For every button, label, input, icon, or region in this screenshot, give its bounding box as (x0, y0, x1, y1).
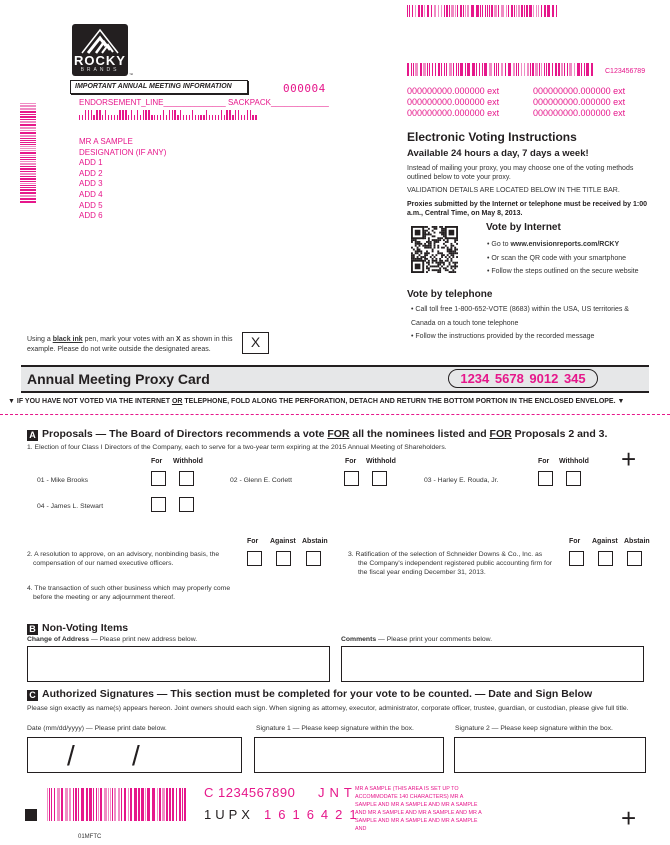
jnt-code: JNT (318, 785, 357, 800)
sequence-number: 000004 (283, 82, 326, 95)
date-separator: / (67, 740, 75, 771)
section-title: Proposals 2 and 3. (511, 428, 608, 440)
ink-text-bold: black ink (52, 336, 83, 343)
address-line: ADD 3 (79, 179, 103, 189)
vote-telephone-list (411, 303, 651, 344)
date-label: Date (mm/dd/yyyy) — Please print date below. (27, 725, 167, 732)
voting-availability: Available 24 hours a day, 7 days a week! (407, 148, 589, 159)
address-line: ADD 4 (79, 189, 103, 199)
nominee-1-withhold-checkbox[interactable] (179, 471, 194, 486)
form-code: 01MFTC (78, 834, 102, 840)
nominee-4-withhold-checkbox[interactable] (179, 497, 194, 512)
postnet-barcode (79, 110, 257, 120)
fold-text: TELEPHONE, FOLD ALONG THE PERFORATION, DETACH AND RETURN THE BOTTOM PORTION IN THE ENCLOSED ENVELOPE. ▼ (182, 398, 625, 405)
ext-line: 000000000.000000 ext (407, 108, 500, 118)
ink-text: as shown in this example. Please do not write outside the designated areas. (27, 336, 233, 353)
mr-sample-block: MR A SAMPLE (THIS AREA IS SET UP TO ACCOMMODATE 140 CHARACTERS) MR A SAMPLE AND MR A SAMPLE AND MR A SAMPLE AND MR A SAMPLE AND MR A SAMPLE AND MR A SAMPLE AND MR A SAMPLE AND MR A SAMPLE AND (355, 786, 482, 832)
upx-number: 1616421 (264, 807, 364, 822)
signature-1-label: Signature 1 — Please keep signature within the box. (256, 725, 414, 732)
registration-plus-icon: + (621, 444, 637, 474)
address-line: MR A SAMPLE (79, 137, 133, 146)
c-number: C 1234567890 (204, 785, 296, 800)
proposal-3-text: 3. Ratification of the selection of Schneider Downs & Co., Inc. as the Company's independent registered public accounting firm for the fiscal year ending December 31, 2013. (348, 551, 552, 576)
mailing-address (79, 137, 166, 222)
endorsement-line: ENDORSEMENT_LINE______________ SACKPACK_____________ (79, 98, 329, 107)
label-hint: — Please print new address below. (89, 636, 198, 643)
col-for: For (151, 458, 163, 465)
vote-internet-step: • Or scan the QR code with your smartphone (487, 254, 627, 262)
col-for: For (345, 458, 357, 465)
ext-line: 000000000.000000 ext (533, 108, 626, 118)
nominee-2-for-checkbox[interactable] (344, 471, 359, 486)
nominee-name: 03 - Harley E. Rouda, Jr. (424, 477, 499, 484)
section-c-header (27, 688, 592, 701)
bottom-barcode (47, 788, 189, 821)
vote-telephone-title: Vote by telephone (407, 289, 493, 300)
col-withhold: Withhold (559, 458, 589, 465)
signature-2-label: Signature 2 — Please keep signature within the box. (455, 725, 613, 732)
col-abstain: Abstain (624, 538, 650, 545)
upx-code: 1UPX (204, 807, 254, 822)
ink-text-x: X (176, 336, 181, 343)
qr-code-icon[interactable] (411, 226, 458, 273)
signature-2-field[interactable] (454, 737, 646, 773)
section-title-for: FOR (489, 428, 512, 440)
proposal-1-text: 1. Election of four Class I Directors of the Company, each to serve for a two-year term expiring at the 2015 Annual Meeting of Shareholders. (27, 444, 447, 451)
proposal-4-text: 4. The transaction of such other business which may properly come before the meeting or any adjournment thereof. (27, 585, 231, 601)
top-barcode-2 (407, 63, 597, 76)
label-bold: Comments (341, 636, 377, 643)
control-code: C123456789 (605, 68, 646, 75)
important-info-label: IMPORTANT ANNUAL MEETING INFORMATION (70, 80, 248, 94)
proxy-card-title: Annual Meeting Proxy Card (27, 371, 210, 387)
section-title: Proposals — The Board of Directors recommends a vote (42, 428, 328, 440)
nominee-1-for-checkbox[interactable] (151, 471, 166, 486)
voting-title: Electronic Voting Instructions (407, 130, 577, 144)
voting-intro: Instead of mailing your proxy, you may choose one of the voting methods outlined below to vote your proxy. (407, 165, 634, 181)
vote-telephone-step: • Follow the instructions provided by the recorded message (411, 333, 595, 340)
logo-brands-text: BRANDS (80, 67, 120, 73)
top-barcode-1 (407, 5, 559, 17)
title-bar (21, 365, 649, 393)
step-text: • Go to (487, 241, 511, 248)
section-title-for: FOR (327, 428, 350, 440)
ext-line: 000000000.000000 ext (533, 86, 626, 96)
change-address-field[interactable] (27, 646, 330, 682)
section-a-header (27, 428, 607, 441)
vote-internet-title: Vote by Internet (486, 222, 561, 233)
vote-internet-step: • Follow the steps outlined on the secure website (487, 268, 639, 275)
col-for: For (247, 538, 259, 545)
nominee-name: 02 - Glenn E. Corlett (230, 477, 292, 484)
ext-lines (407, 86, 659, 118)
logo-rocky-text: ROCKY (74, 53, 126, 68)
signature-instructions: Please sign exactly as name(s) appears hereon. Joint owners should each sign. When signing as attorney, executor, administrator, corporate officer, trustee, guardian, or custodian, please give full title. (27, 705, 629, 712)
voting-deadline: Proxies submitted by the Internet or telephone must be received by 1:00 a.m., Central Time, on May 8, 2013. (407, 201, 648, 217)
proposal-2-against-checkbox[interactable] (276, 551, 291, 566)
ink-text: pen, mark your votes with an (82, 336, 177, 343)
nominee-4-for-checkbox[interactable] (151, 497, 166, 512)
address-line: ADD 2 (79, 168, 103, 178)
ink-instructions (27, 335, 242, 355)
registration-square (25, 809, 37, 821)
col-against: Against (270, 538, 296, 545)
validation-note: VALIDATION DETAILS ARE LOCATED BELOW IN THE TITLE BAR. (407, 187, 620, 194)
section-badge: C (27, 690, 38, 701)
ink-text: Using a (27, 336, 53, 343)
rocky-brands-logo (72, 24, 128, 76)
comments-label (341, 636, 492, 643)
section-title: Authorized Signatures — This section must be completed for your vote to be counted. — Date and Sign Below (42, 688, 593, 700)
col-withhold: Withhold (366, 458, 396, 465)
comments-field[interactable] (341, 646, 644, 682)
trademark-symbol: ™ (129, 72, 133, 77)
change-address-label (27, 636, 197, 643)
ext-line: 000000000.000000 ext (533, 97, 626, 107)
nominee-name: 01 - Mike Brooks (37, 477, 88, 484)
label-hint: — Please print your comments below. (376, 636, 493, 643)
address-line: ADD 1 (79, 158, 103, 168)
vote-telephone-step: • Call toll free 1-800-652-VOTE (8683) within the USA, US territories & Canada on a touch tone telephone (411, 306, 629, 327)
signature-1-field[interactable] (254, 737, 444, 773)
nominee-3-withhold-checkbox[interactable] (566, 471, 581, 486)
col-for: For (569, 538, 581, 545)
address-line: ADD 5 (79, 200, 103, 210)
proposal-3-against-checkbox[interactable] (598, 551, 613, 566)
nominee-2-withhold-checkbox[interactable] (372, 471, 387, 486)
fold-text: ▼ IF YOU HAVE NOT VOTED VIA THE INTERNET (8, 398, 172, 405)
mountain-logo-icon (80, 28, 120, 54)
nominee-3-for-checkbox[interactable] (538, 471, 553, 486)
col-abstain: Abstain (302, 538, 328, 545)
proposal-2-for-checkbox[interactable] (247, 551, 262, 566)
col-for: For (538, 458, 550, 465)
proposal-2-text: 2. A resolution to approve, on an advisory, nonbinding basis, the compensation of our named executive officers. (27, 551, 220, 567)
address-line: ADD 6 (79, 211, 103, 221)
perforation-line[interactable] (0, 414, 670, 415)
vote-internet-step (487, 238, 638, 252)
fold-instruction (8, 398, 624, 405)
nominee-name: 04 - James L. Stewart (37, 503, 104, 510)
date-field[interactable] (27, 737, 242, 773)
side-vertical-barcode (20, 103, 36, 203)
ext-line: 000000000.000000 ext (407, 97, 500, 107)
col-withhold: Withhold (173, 458, 203, 465)
address-line: DESIGNATION (IF ANY) (79, 147, 167, 157)
section-badge: B (27, 624, 38, 635)
vote-internet-list (487, 238, 638, 279)
registration-plus-icon: + (621, 803, 637, 833)
vote-website-link[interactable]: www.envisionreports.com/RCKY (510, 241, 620, 248)
section-title: all the nominees listed and (349, 428, 490, 440)
fold-text-or: OR (171, 398, 183, 405)
col-against: Against (592, 538, 618, 545)
section-b-header (27, 622, 128, 635)
control-number: 1234 5678 9012 345 (448, 369, 598, 388)
proposal-3-abstain-checkbox[interactable] (627, 551, 642, 566)
date-separator: / (132, 740, 140, 771)
section-title: Non-Voting Items (42, 622, 129, 634)
sample-x-mark: X (242, 332, 269, 354)
ext-line: 000000000.000000 ext (407, 86, 500, 96)
proposal-3-for-checkbox[interactable] (569, 551, 584, 566)
proposal-2-abstain-checkbox[interactable] (306, 551, 321, 566)
label-bold: Change of Address (27, 636, 90, 643)
section-badge: A (27, 430, 38, 441)
